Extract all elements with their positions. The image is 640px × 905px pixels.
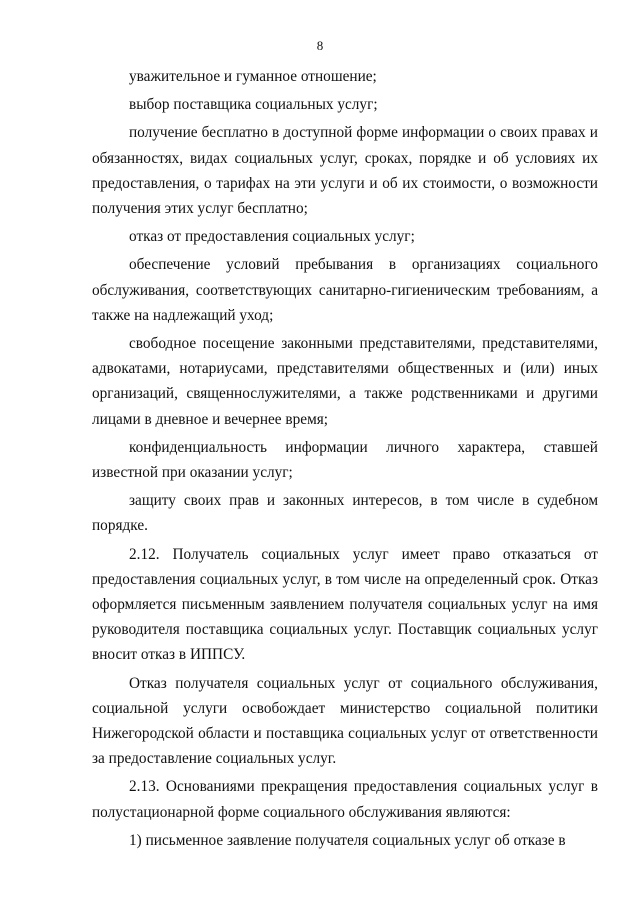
paragraph: отказ от предоставления социальных услуг; [129, 228, 415, 246]
paragraph: 2.13. Основаниями прекращения предоставления социальных услуг в полустационарной форме социального обслуживания являются: [92, 778, 598, 821]
paragraph: обеспечение условий пребывания в организациях социального обслуживания, соответствующих санитарно-гигиеническим требованиям, а также на надлежащий уход; [92, 256, 598, 324]
document-body [92, 64, 598, 853]
paragraph: выбор поставщика социальных услуг; [129, 96, 378, 114]
paragraph: 2.12. Получатель социальных услуг имеет право отказаться от предоставления социальных услуг, в том числе на определенный срок. Отказ оформляется письменным заявлением получателя социальных услуг на имя руководителя поставщика социальных услуг. Поставщик социальных услуг вносит отказ в ИППСУ. [92, 545, 598, 664]
paragraph: Отказ получателя социальных услуг от социального обслуживания, социальной услуги освобождает министерство социальной политики Нижегородской области и поставщика социальных услуг от ответственности за предоставление социальных услуг. [92, 674, 598, 768]
paragraph: конфиденциальность информации личного характера, ставшей известной при оказании услуг; [92, 438, 598, 482]
paragraph: защиту своих прав и законных интересов, в том числе в судебном порядке. [92, 492, 598, 535]
paragraph: 1) письменное заявление получателя социальных услуг об отказе в [129, 831, 566, 849]
paragraph: получение бесплатно в доступной форме информации о своих правах и обязанностях, видах социальных услуг, сроках, порядке и об условиях их предоставления, о тарифах на эти услуги и об их стоимости, о возможности получения этих услуг бесплатно; [92, 124, 598, 218]
paragraph: уважительное и гуманное отношение; [129, 68, 377, 85]
paragraph: свободное посещение законными представителями, представителями, адвокатами, нотариусами, представителями общественных и (или) иных организаций, священнослужителями, а также родственниками и другими лицами в дневное и вечернее время; [92, 335, 598, 428]
page-number: 8 [316, 38, 324, 53]
